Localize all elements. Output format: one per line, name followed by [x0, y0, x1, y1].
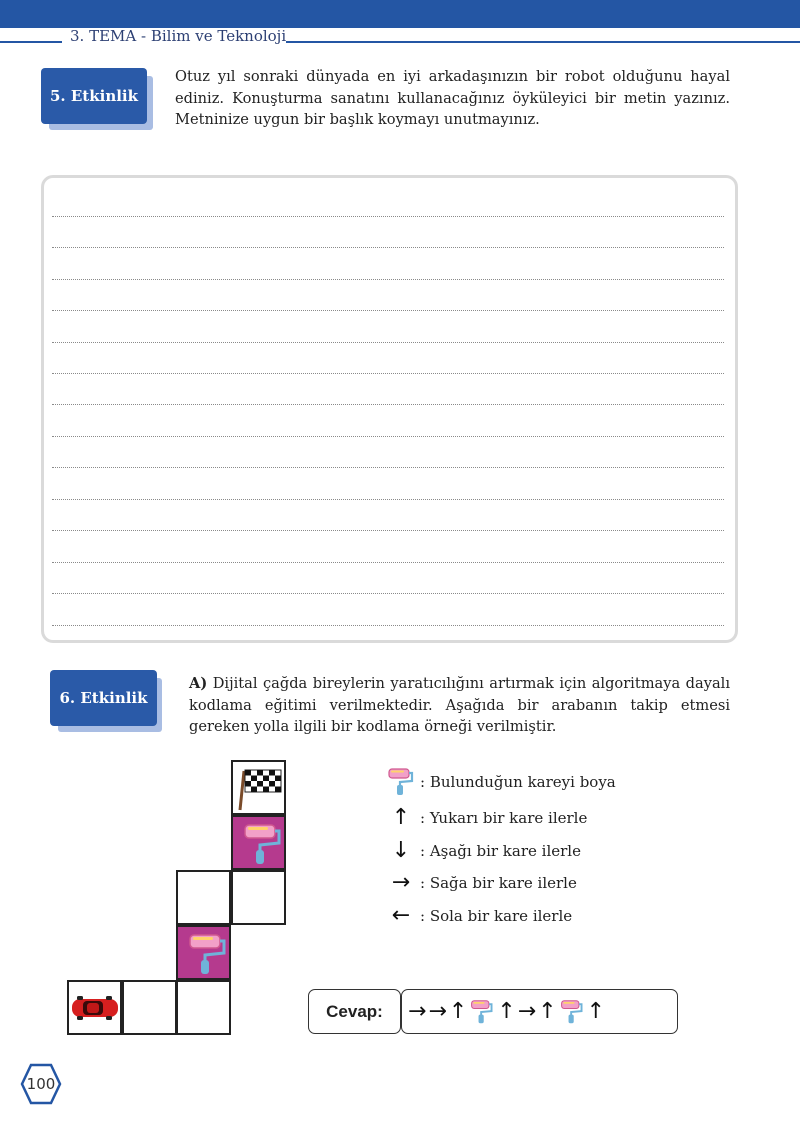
- activity6-badge: 6. Etkinlik: [50, 670, 157, 726]
- grid-cell: [176, 980, 231, 1035]
- activity5-badge: 5. Etkinlik: [41, 68, 147, 124]
- arrow-down-icon: ↓: [391, 838, 411, 863]
- writing-line: [52, 593, 724, 594]
- arrow-left-icon: ←: [391, 903, 411, 928]
- grid-cell-painted: [231, 815, 286, 870]
- part-label: A): [189, 675, 208, 692]
- arrow-right-icon: →: [517, 998, 537, 1024]
- arrow-right-icon: →: [428, 998, 447, 1024]
- legend-item-down: [384, 840, 581, 862]
- writing-line: [52, 499, 724, 500]
- paint-roller-icon: [233, 817, 284, 868]
- writing-area[interactable]: [41, 175, 738, 643]
- grid-cell: [231, 870, 286, 925]
- arrow-up-icon: ↑: [448, 998, 468, 1024]
- theme-title: 3. TEMA - Bilim ve Teknoloji: [70, 27, 287, 45]
- writing-line: [52, 467, 724, 468]
- arrow-up-icon: ↑: [391, 805, 411, 830]
- arrow-up-icon: ↑: [586, 998, 606, 1024]
- legend-item-up: [384, 807, 587, 829]
- paint-roller-icon: [178, 927, 229, 978]
- writing-line: [52, 436, 724, 437]
- page-number: 100: [26, 1075, 56, 1093]
- legend-item-paint: [384, 766, 616, 798]
- writing-line: [52, 404, 724, 405]
- writing-line: [52, 342, 724, 343]
- paint-roller-icon: [559, 997, 585, 1027]
- grid-cell-painted: [176, 925, 231, 980]
- header-rule-left: [0, 41, 62, 43]
- legend-item-left: [384, 905, 572, 927]
- arrow-right-icon: →: [408, 998, 427, 1024]
- grid-cell-finish: [231, 760, 286, 815]
- legend-text: : Aşağı bir kare ilerle: [420, 842, 581, 860]
- writing-line: [52, 216, 724, 217]
- writing-line: [52, 247, 724, 248]
- grid-cell-start: [67, 980, 122, 1035]
- writing-line: [52, 562, 724, 563]
- grid-cell: [176, 870, 231, 925]
- checkered-flag-icon: [233, 762, 284, 813]
- arrow-up-icon: ↑: [497, 998, 516, 1024]
- red-car-icon: [69, 982, 120, 1033]
- legend-item-right: [384, 872, 577, 894]
- legend-text: : Yukarı bir kare ilerle: [420, 809, 588, 827]
- activity6-instruction-block: [189, 673, 730, 738]
- activity6-instruction: Dijital çağda bireylerin yaratıcılığını artırmak için algoritmaya dayalı kodlama eğitimi verilmektedir. Aşağıda bir arabanın takip etmesi gereken yolla ilgili bir kodlama örneği verilmiştir.: [189, 675, 730, 735]
- answer-label: Cevap:: [308, 989, 401, 1034]
- legend-text: : Sağa bir kare ilerle: [420, 874, 577, 892]
- arrow-right-icon: →: [391, 870, 411, 895]
- writing-line: [52, 279, 724, 280]
- activity5-instruction: Otuz yıl sonraki dünyada en iyi arkadaşınızın bir robot olduğunu hayal ediniz. Konuşturma sanatını kullanacağınız öyküleyici bir metin yazınız. Metninize uygun bir başlık koymayı unutmayınız.: [175, 68, 730, 128]
- grid-cell: [122, 980, 177, 1035]
- writing-line: [52, 530, 724, 531]
- writing-line: [52, 373, 724, 374]
- paint-roller-icon: [469, 997, 495, 1027]
- legend-text: : Sola bir kare ilerle: [420, 907, 573, 925]
- answer-sequence: [401, 989, 678, 1034]
- header-band: [0, 0, 800, 28]
- arrow-up-icon: ↑: [538, 998, 557, 1024]
- paint-roller-icon: [384, 766, 418, 798]
- legend-text: : Bulunduğun kareyi boya: [420, 773, 616, 791]
- writing-line: [52, 625, 724, 626]
- header-rule-right: [286, 41, 800, 43]
- writing-line: [52, 310, 724, 311]
